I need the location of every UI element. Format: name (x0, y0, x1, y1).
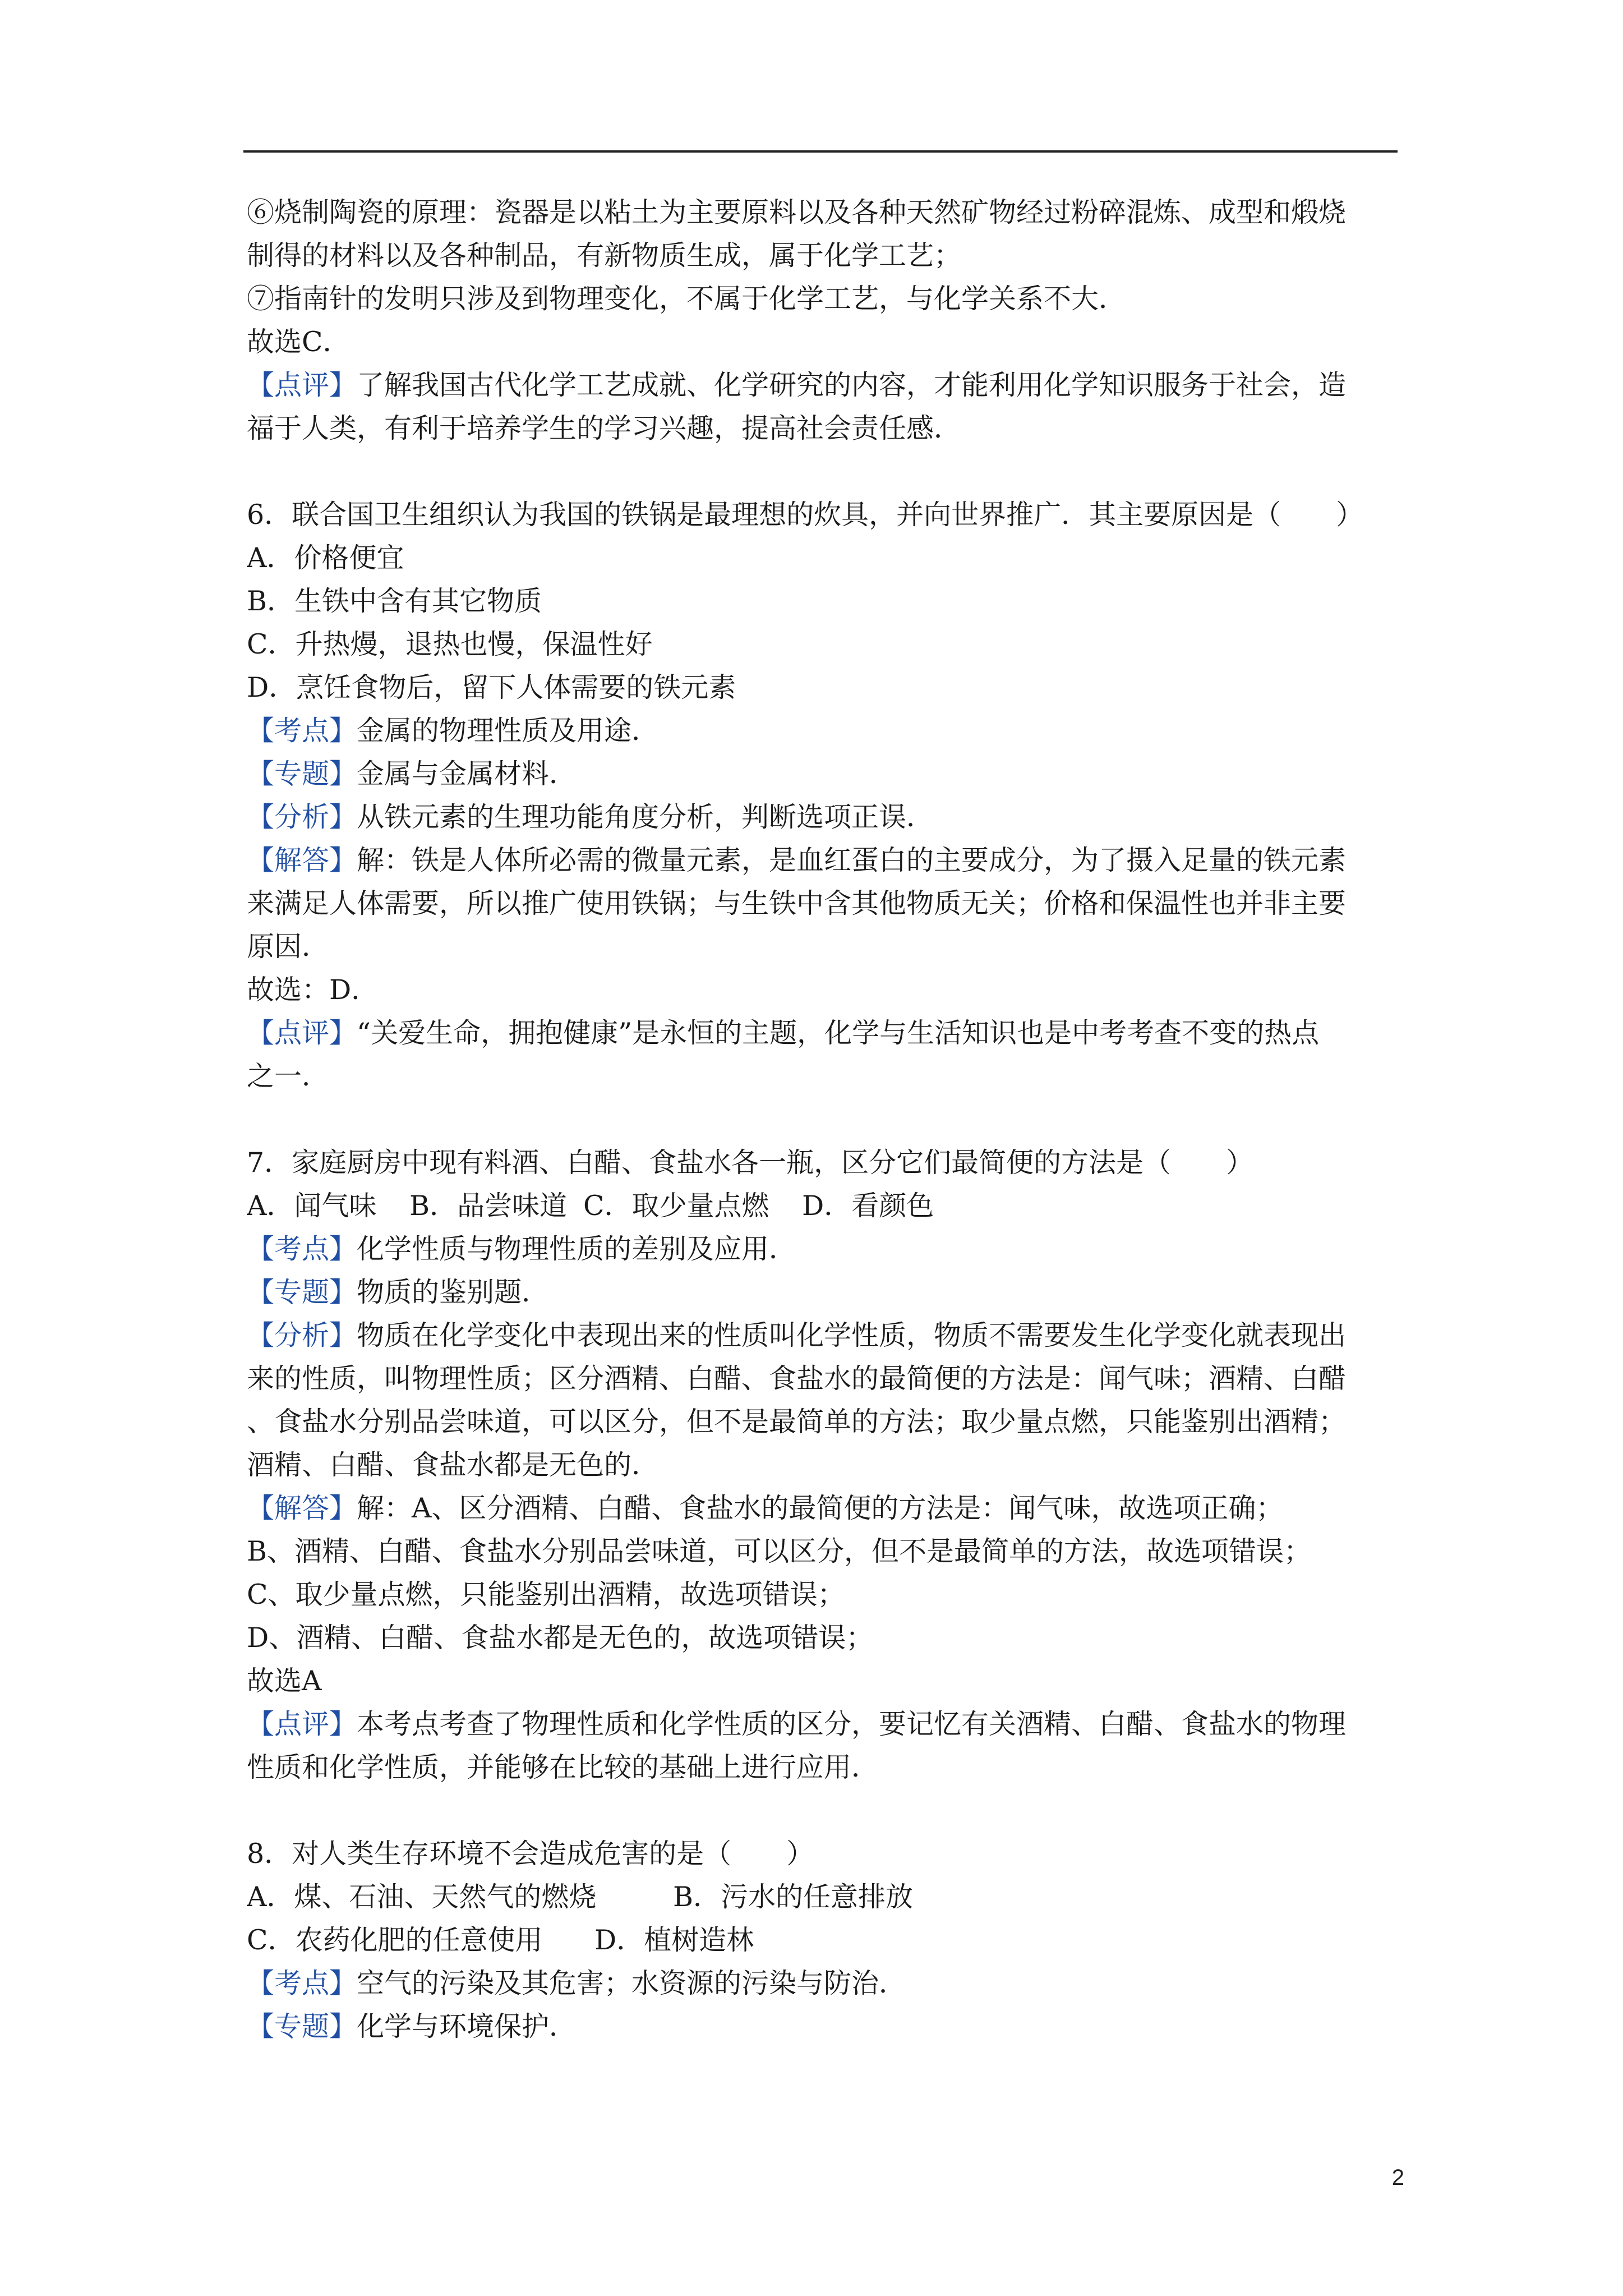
zhuanti-line (247, 1271, 1402, 1314)
question-7-option-b: B．品尝味道 (409, 1190, 568, 1222)
question-7-option-d: D．看颜色 (802, 1190, 934, 1222)
fenxi-line: 来的性质，叫物理性质；区分酒精、白醋、食盐水的最简便的方法是：闻气味；酒精、白醋 (247, 1363, 1347, 1395)
zhuanti-tag: 【专题】 (247, 1276, 357, 1308)
fenxi-line (247, 795, 1402, 839)
text-line: ⑥烧制陶瓷的原理：瓷器是以粘土为主要原料以及各种天然矿物经过粉碎混炼、成型和煅烧 (247, 196, 1347, 228)
question-8-stem: 8．对人类生存环境不会造成危害的是（ ） (247, 1838, 814, 1870)
dianping-line (247, 1703, 1402, 1746)
kaodian-text: 金属的物理性质及用途． (357, 715, 660, 747)
question-7-option-c: C．取少量点燃 (583, 1190, 769, 1222)
page-content (247, 191, 1402, 2048)
review-line (247, 364, 1402, 407)
kaodian-tag: 【考点】 (247, 715, 357, 747)
question-6-option-c: C．升热熳，退热也慢，保温性好 (247, 628, 653, 660)
question-6-option-b: B．生铁中含有其它物质 (247, 585, 542, 617)
jieda-line: 原因． (247, 931, 330, 963)
jieda-line: B、酒精、白醋、食盐水分别品尝味道，可以区分，但不是最简单的方法，故选项错误； (247, 1535, 1312, 1567)
zhuanti-text: 金属与金属材料． (357, 758, 577, 790)
question-7-options (247, 1184, 1402, 1227)
fenxi-text: 物质在化学变化中表现出来的性质叫化学性质，物质不需要发生化学变化就表现出 (357, 1319, 1347, 1351)
answer-line: 故选：D． (247, 974, 379, 1006)
fenxi-line: 、食盐水分别品尝味道，可以区分，但不是最简单的方法；取少量点燃，只能鉴别出酒精； (247, 1406, 1347, 1438)
answer-line: 故选A (247, 1665, 322, 1697)
jieda-line: C、取少量点燃，只能鉴别出酒精，故选项错误； (247, 1579, 845, 1611)
question-8-options-row2 (247, 1918, 1402, 1962)
kaodian-text: 化学性质与物理性质的差别及应用． (357, 1233, 797, 1265)
question-8-option-a: A．煤、石油、天然气的燃烧 (247, 1881, 597, 1913)
dianping-tag: 【点评】 (247, 1017, 357, 1049)
question-8-option-c: C．农药化肥的任意使用 (247, 1924, 543, 1956)
review-line: 福于人类，有利于培养学生的学习兴趣，提高社会责任感． (247, 412, 962, 444)
question-7-stem: 7．家庭厨房中现有料酒、白醋、食盐水各一瓶，区分它们最简便的方法是（ ） (247, 1147, 1254, 1179)
question-6-option-a: A．价格便宜 (247, 542, 404, 574)
kaodian-line (247, 1962, 1402, 2005)
zhuanti-tag: 【专题】 (247, 758, 357, 790)
dianping-line (247, 1011, 1402, 1055)
kaodian-tag: 【考点】 (247, 1233, 357, 1265)
fenxi-line (247, 1314, 1402, 1357)
fenxi-tag: 【分析】 (247, 1319, 357, 1351)
fenxi-text: 从铁元素的生理功能角度分析，判断选项正误． (357, 801, 934, 833)
question-7-option-a: A．闻气味 (247, 1190, 377, 1222)
review-tag: 【点评】 (247, 369, 357, 401)
dianping-line: 之一． (247, 1060, 330, 1092)
jieda-tag: 【解答】 (247, 1492, 357, 1524)
text-line: 制得的材料以及各种制品，有新物质生成，属于化学工艺； (247, 240, 962, 272)
zhuanti-text: 化学与环境保护． (357, 2010, 577, 2042)
kaodian-line (247, 1227, 1402, 1271)
question-6-option-d: D．烹饪食物后，留下人体需要的铁元素 (247, 671, 736, 703)
zhuanti-text: 物质的鉴别题． (357, 1276, 550, 1308)
question-8-option-d: D．植树造林 (594, 1924, 754, 1956)
header-rule (243, 150, 1398, 153)
zhuanti-line (247, 752, 1402, 795)
kaodian-tag: 【考点】 (247, 1967, 357, 1999)
jieda-text: 解：铁是人体所必需的微量元素，是血红蛋白的主要成分，为了摄入足量的铁元素 (357, 844, 1347, 876)
text-line: ⑦指南针的发明只涉及到物理变化，不属于化学工艺，与化学关系不大． (247, 283, 1127, 315)
kaodian-text: 空气的污染及其危害；水资源的污染与防治． (357, 1967, 907, 1999)
jieda-line (247, 839, 1402, 882)
dianping-text: 本考点考查了物理性质和化学性质的区分，要记忆有关酒精、白醋、食盐水的物理 (357, 1708, 1347, 1740)
question-8-option-b: B．污水的任意排放 (673, 1881, 914, 1913)
dianping-line: 性质和化学性质，并能够在比较的基础上进行应用． (247, 1751, 879, 1783)
question-8-options-row1 (247, 1875, 1402, 1918)
dianping-tag: 【点评】 (247, 1708, 357, 1740)
fenxi-line: 酒精、白醋、食盐水都是无色的． (247, 1449, 660, 1481)
jieda-line (247, 1487, 1402, 1530)
page-number: 2 (1391, 2165, 1404, 2190)
question-6-stem: 6．联合国卫生组织认为我国的铁锅是最理想的炊具，并向世界推广．其主要原因是（ ） (247, 499, 1364, 531)
fenxi-tag: 【分析】 (247, 801, 357, 833)
zhuanti-line (247, 2005, 1402, 2048)
review-text: 了解我国古代化学工艺成就、化学研究的内容，才能利用化学知识服务于社会，造 (357, 369, 1347, 401)
jieda-line: D、酒精、白醋、食盐水都是无色的，故选项错误； (247, 1622, 874, 1654)
jieda-text: 解：A、区分酒精、白醋、食盐水的最简便的方法是：闻气味，故选项正确； (357, 1492, 1284, 1524)
jieda-tag: 【解答】 (247, 844, 357, 876)
jieda-line: 来满足人体需要，所以推广使用铁锅；与生铁中含其他物质无关；价格和保温性也并非主要 (247, 887, 1347, 919)
kaodian-line (247, 709, 1402, 752)
dianping-text: “关爱生命，拥抱健康”是永恒的主题，化学与生活知识也是中考考查不变的热点 (357, 1017, 1320, 1049)
answer-line: 故选C． (247, 326, 351, 358)
zhuanti-tag: 【专题】 (247, 2010, 357, 2042)
